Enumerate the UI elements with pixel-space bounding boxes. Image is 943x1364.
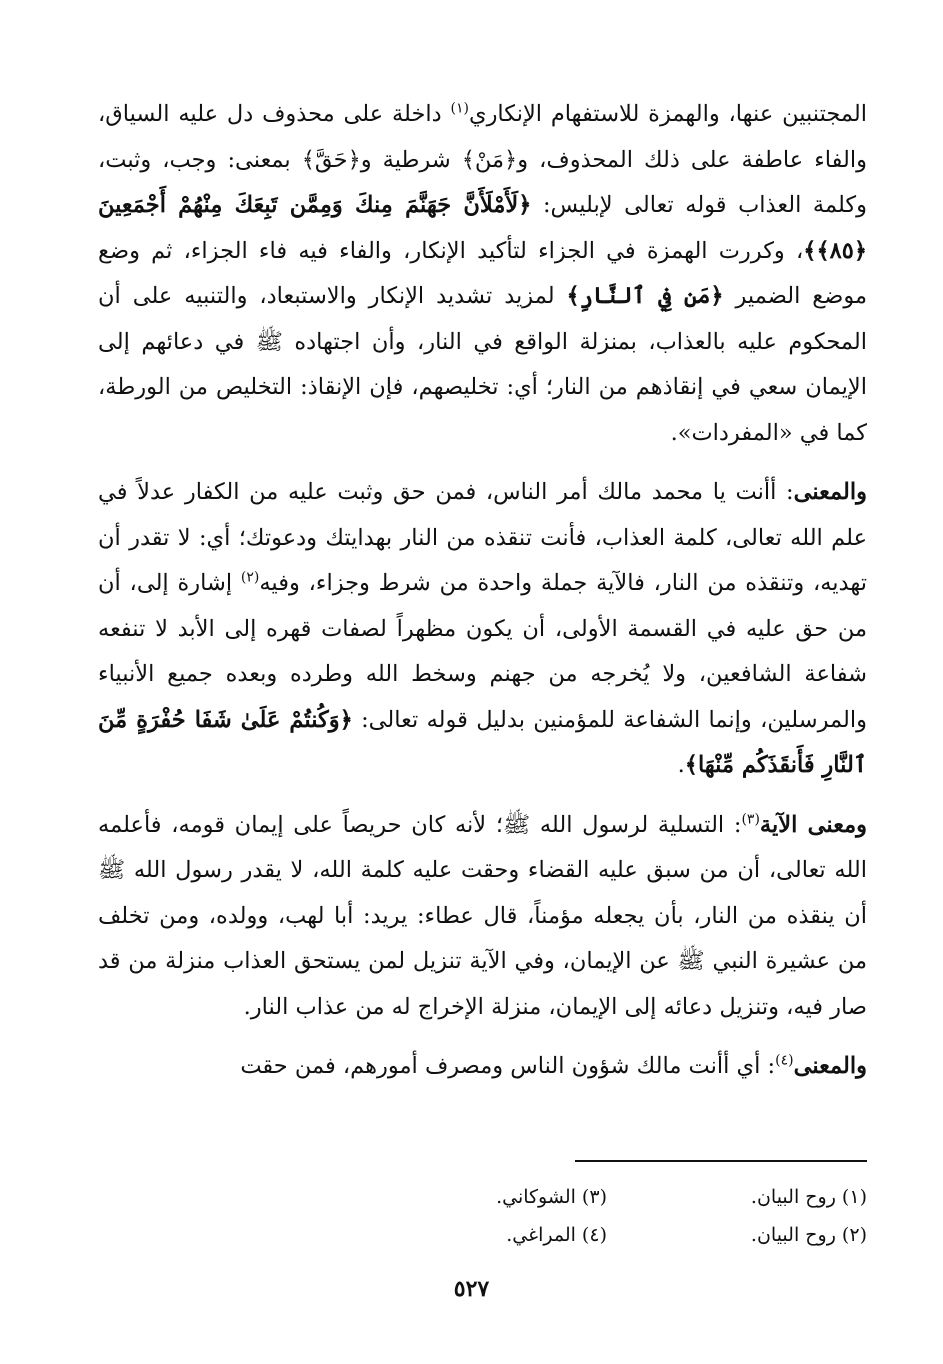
- footnote-marker: (٣): [741, 811, 760, 827]
- text-run: المجتنبين عنها، والهمزة للاستفهام الإنكاري: [468, 101, 867, 127]
- body-text: [98, 92, 867, 1090]
- text-run: ، وكررت الهمزة في الجزاء لتأكيد الإنكار، والفاء فيه فاء الجزاء، ثم وضع موضع الضمير: [98, 237, 868, 309]
- text-run: إشارة إلى، أن من حق عليه في القسمة الأولى، أن يكون مظهراً لصفات قهره إلى الأبد لا تنفعه شفاعة الشافعين، ولا يُخرجه من جهنم وسخط الله وطرده وبعده جميع الأنبياء والمرسلين، وإنما الشفاعة للمؤمنين بدليل قوله تعالى:: [98, 570, 867, 733]
- footnotes: [347, 1178, 867, 1254]
- footnote-entry: (٢) روح البيان.: [750, 1224, 867, 1246]
- text-run: : التسلية لرسول الله ﷺ؛ لأنه كان حريصاً على إيمان قومه، فأعلمه الله تعالى، أن من سبق عليه القضاء وحقت عليه كلمة الله، لا يقدر رسول الله ﷺ أن ينقذه من النار، بأن يجعله مؤمناً، قال عطاء: يريد: أبا لهب، وولده، ومن تخلف من عشيرة النبي ﷺ عن الإيمان، وفي الآية تنزيل لمن يستحق العذاب منزلة من قد صار فيه، وتنزيل دعائه إلى الإيمان، منزلة الإخراج له من عذاب النار.: [98, 811, 867, 1020]
- text-run: داخلة على محذوف دل عليه السياق، والفاء عاطفة على ذلك المحذوف، و﴿مَنْ﴾ شرطية و﴿حَقَّ﴾ بمعنى: وجب، وثبت، وكلمة العذاب قوله تعالى لإبليس:: [98, 101, 867, 218]
- footnote-row: [347, 1178, 867, 1216]
- emphasized-text: ﴿وَكُنتُمْ عَلَىٰ شَفَا حُفْرَةٍ مِّنَ ٱلنَّارِ فَأَنقَذَكُم مِّنْهَا﴾: [98, 706, 867, 778]
- footnote-marker: (١): [450, 100, 469, 117]
- footnote-row: [347, 1216, 867, 1254]
- footnote-marker: (٢): [240, 569, 260, 586]
- emphasized-text: ﴿مَن فِي ٱلنَّارِ﴾: [566, 283, 724, 309]
- footnote-marker: (٤): [775, 1052, 794, 1069]
- footnote-separator: [575, 1160, 867, 1162]
- page-number: ٥٢٧: [453, 1276, 490, 1302]
- emphasized-text: ﴿لَأَمْلَأَنَّ جَهَنَّمَ مِنكَ وَمِمَّن تَبِعَكَ مِنْهُمْ أَجْمَعِينَ ﴿٨٥﴾﴾: [98, 192, 867, 264]
- emphasized-text: ومعنى الآية: [759, 811, 867, 838]
- footnote-entry: (١) روح البيان.: [750, 1186, 867, 1208]
- emphasized-text: والمعنى: [793, 479, 867, 505]
- paragraph: [98, 1044, 867, 1090]
- text-run: لمزيد تشديد الإنكار والاستبعاد، والتنبيه على أن المحكوم عليه بالعذاب، بمنزلة الواقع في النار، وأن اجتهاده ﷺ في دعائهم إلى الإيمان سعي في إنقاذهم من النار؛ أي: تخليصهم، فإن الإنقاذ: التخليص من الورطة، كما في «المفردات».: [98, 283, 867, 446]
- text-run: : أي أأنت مالك شؤون الناس ومصرف أمورهم، فمن حقت: [240, 1053, 776, 1079]
- paragraph: [98, 470, 867, 789]
- paragraph: [98, 803, 867, 1031]
- text-run: : أأنت يا محمد مالك أمر الناس، فمن حق وثبت عليه من الكفار عدلاً في علم الله تعالى، كلمة العذاب، فأنت تنقذه من النار بهدايتك ودعوتك؛ أي: لا تقدر أن تهديه، وتنقذه من النار، فالآية جملة واحدة من شرط وجزاء، وفيه: [98, 479, 868, 596]
- footnote-entry: (٣) الشوكاني.: [496, 1186, 607, 1208]
- paragraph: [98, 92, 867, 456]
- footnote-entry: (٤) المراغي.: [506, 1224, 607, 1246]
- emphasized-text: والمعنى: [793, 1053, 867, 1079]
- text-run: .: [677, 752, 685, 778]
